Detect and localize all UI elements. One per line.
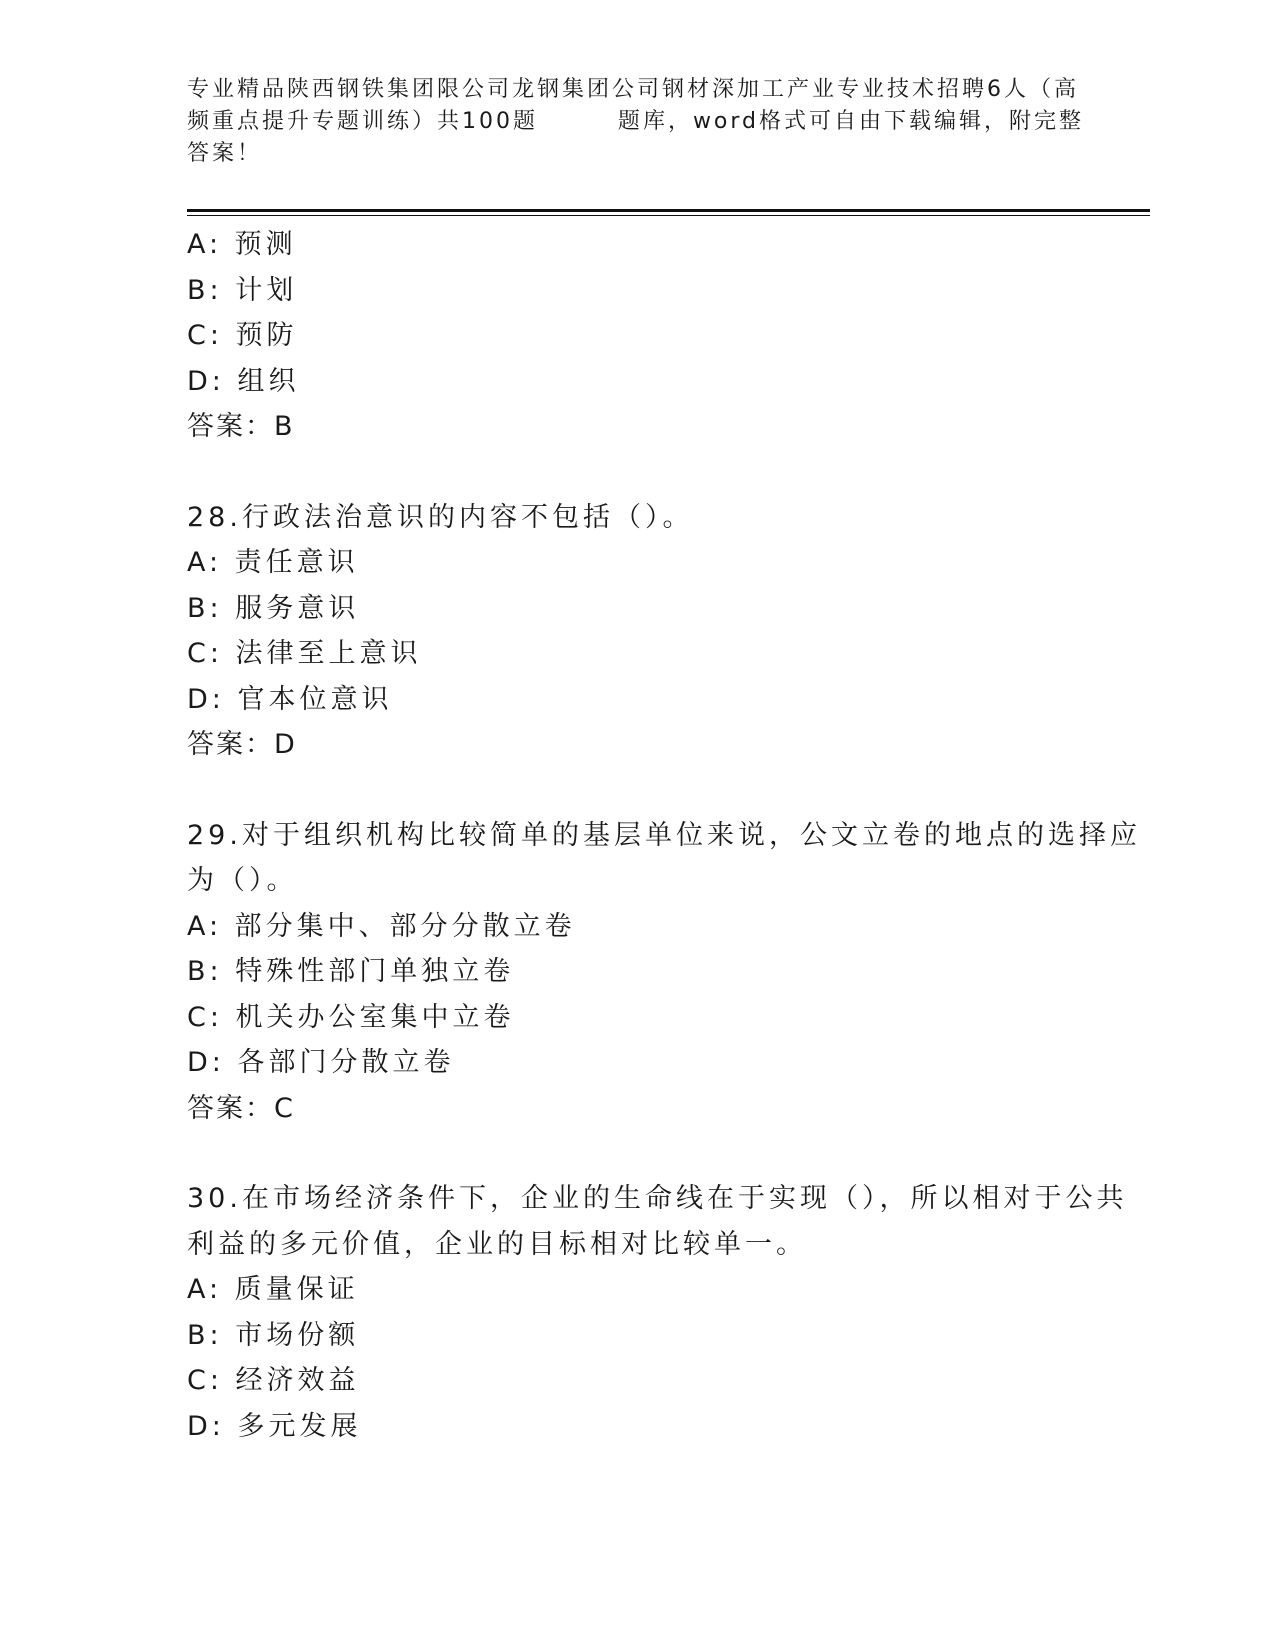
- option-b: B: 特殊性部门单独立卷: [187, 956, 515, 987]
- option-a: A: 质量保证: [187, 1274, 359, 1305]
- question-30-block: [187, 1176, 1128, 1449]
- question-text-line-2: 利益的多元价值，企业的目标相对比较单一。: [187, 1228, 807, 1260]
- document-header: [187, 74, 1087, 170]
- option-a: A: 预测: [187, 229, 297, 260]
- answer-text: 答案：D: [187, 729, 297, 760]
- option-c: C: 经济效益: [187, 1365, 360, 1396]
- question-list: [187, 222, 1141, 1449]
- question-text: 28.行政法治意识的内容不包括（）。: [187, 501, 694, 533]
- question-28-block: [187, 495, 1087, 768]
- header-line-3: 答案！: [187, 141, 263, 166]
- option-d: D: 多元发展: [187, 1410, 362, 1442]
- question-text-line-1: 30.在市场经济条件下，企业的生命线在于实现（），所以相对于公共: [187, 1183, 1128, 1214]
- option-b: B: 计划: [187, 274, 298, 306]
- header-line-2: 频重点提升专题训练）共100题 题库，word格式可自由下载编辑，附完整: [187, 109, 1085, 134]
- option-b: B: 市场份额: [187, 1319, 360, 1351]
- question-text-line-2: 为（）。: [187, 865, 298, 896]
- option-a: A: 责任意识: [187, 547, 359, 578]
- question-27-block: [187, 222, 1087, 450]
- header-line-1: 专业精品陕西钢铁集团限公司龙钢集团公司钢材深加工产业专业技术招聘6人（高: [187, 77, 1079, 102]
- option-d: D: 官本位意识: [187, 683, 393, 715]
- option-b: B: 服务意识: [187, 592, 360, 624]
- answer-text: 答案：B: [187, 411, 295, 442]
- header-divider-thin: [187, 215, 1150, 216]
- option-c: C: 法律至上意识: [187, 638, 422, 669]
- option-d: D: 组织: [187, 365, 300, 397]
- option-c: C: 机关办公室集中立卷: [187, 1001, 515, 1033]
- header-divider-thick: [187, 209, 1150, 212]
- question-29-block: [187, 813, 1141, 1132]
- answer-text: 答案：C: [187, 1092, 295, 1124]
- question-text-line-1: 29.对于组织机构比较简单的基层单位来说，公文立卷的地点的选择应: [187, 819, 1141, 851]
- option-a: A: 部分集中、部分分散立卷: [187, 910, 576, 942]
- option-d: D: 各部门分散立卷: [187, 1047, 455, 1078]
- option-c: C: 预防: [187, 320, 298, 351]
